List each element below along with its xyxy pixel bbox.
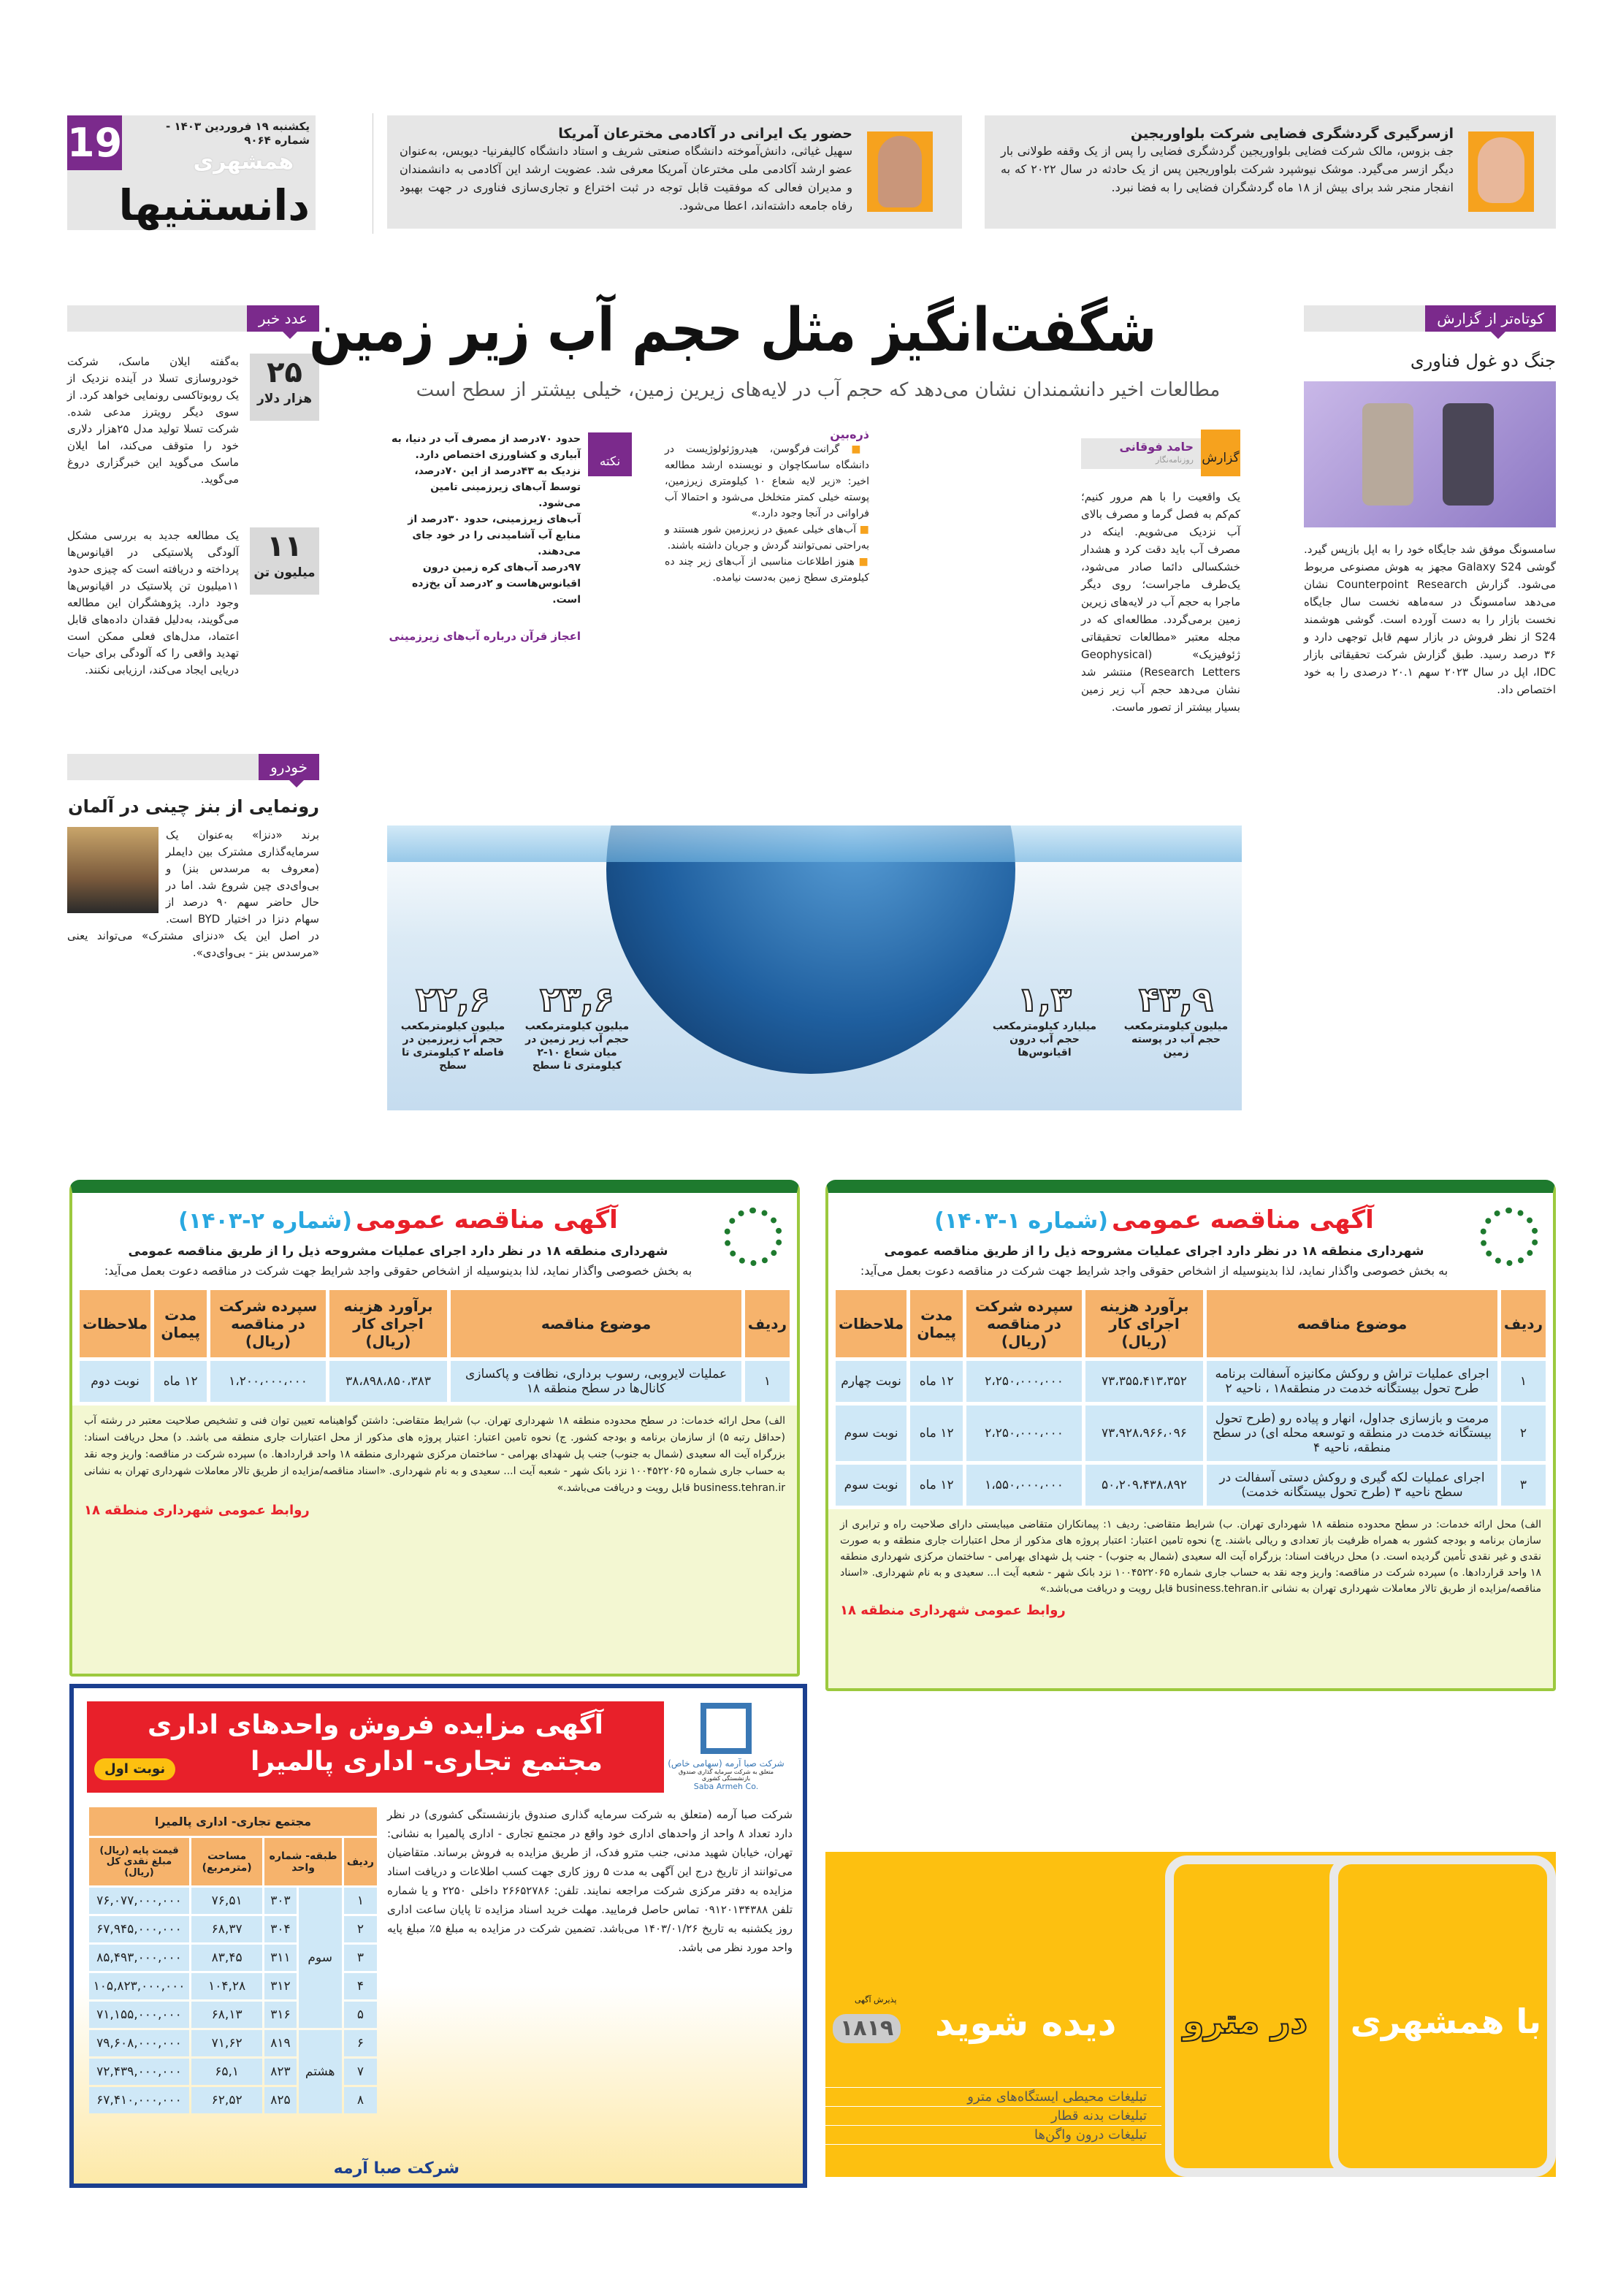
saba-logo: شرکت صبا آرمه (سهامی خاص) متعلق به شرکت سرمایه گذاری صندوق بازنشستگی کشوری Saba Armeh Co. (664, 1703, 788, 1791)
note-tag: نکته (588, 432, 632, 476)
news-body: سهیل غیاثی، دانش‌آموخته دانشگاه صنعتی شریف و استاد دانشگاه کالیفرنیا- دیویس، به‌عنوان عضو ارشد آکادمی ملی مخترعان آمریکا معرفی شد. عضویت ارشد این آکادمی به دانشمندان و مدیران فعالی که موفقیت قابل توجه در ثبت اختراع و تجاری‌سازی فناوری در جهت بهبود رفاه جامعه داشته‌اند، اعطا می‌شود. (400, 144, 852, 213)
reception-label: پذیرش آگهی (855, 1995, 897, 2005)
table-row: ۱ عملیات لایروبی، رسوب برداری، نظافت و پاکسازی کانال‌ها در سطح منطقه ۱۸ ۳۸،۸۹۸،۸۵۰،۳۸۳ ۱،۲۰۰،۰۰۰،۰۰۰ ۱۲ ماه نوبت دوم (80, 1361, 790, 1402)
globe-infographic (387, 825, 1242, 1110)
table-row: ۳ ۳۱۱ ۸۳,۴۵ ۸۵,۴۹۳,۰۰۰,۰۰۰ (89, 1945, 377, 1971)
quran-title: اعجاز قرآن درباره آب‌های زیرزمینی (389, 630, 581, 643)
car-title: رونمایی از بنز چینی در آلمان (68, 796, 319, 817)
table-row: ۴ ۳۱۲ ۱۰۴,۲۸ ۱۰۵,۸۲۳,۰۰۰,۰۰۰ (89, 1973, 377, 1999)
globe-icon (606, 825, 1015, 1074)
number-box: ۱۱ میلیون تن (250, 527, 319, 595)
tender-footer: روابط عمومی شهرداری منطقه ۱۸ (84, 1503, 310, 1518)
car-photo (67, 827, 159, 913)
tender-number: (شماره ۲-۱۴۰۳) (178, 1208, 352, 1234)
top-news-2 (387, 115, 962, 229)
metro-seen: دیده شوید (935, 2002, 1117, 2044)
phones-photo (1304, 381, 1556, 527)
tender-conditions: الف) محل ارائه خدمات: در سطح محدوده منطقه ۱۸ شهرداری تهران. ب) شرایط متقاضی: ردیف ۱: پیمانکاران متقاضی میبایستی دارای صلاحیت راه و ترابری از سازمان برنامه و بودجه کشور به همراه ظرفیت باز تعدادی و ریالی باشند. ج) نحوه تامین اعتبار: اعتبار پروژه های مذکور از محل اعتبارات جاری منطقه و به صورت نقدی و غیر نقدی تأمین گردیده است. د) محل دریافت اسناد: بزرگراه آیت اله سعیدی (شمال به جنوب) - جنب پل شهدای بهرامی - ساختمان مرکزی شهرداری منطقه ۱۸ واحد قراردادها. ه) سپرده شرکت در مناقصه: واریز وجه نقد به حساب جاری شماره ۱۰۰۴۵۲۲۰۶۵ نزد بانک شهر - شعبه آیت ا... سعیدی و به نام شهرداری. «اسناد مناقصه/مزایده از طریق تالار معاملات شهرداری تهران به نشانی business.tehran.ir قابل رویت و دریافت می‌باشد.» (840, 1519, 1542, 1595)
tender-number: (شماره ۱-۱۴۰۳) (934, 1208, 1108, 1234)
article-body: یک واقعیت را با هم مرور کنیم؛ کم‌کم به فصل گرما و مصرف بالای آب نزدیک می‌شویم. اینکه در مصرف آب باید دقت کرد و هشدار خشکسالی دائما صادر می‌شود، یک‌طرف ماجراست؛ روی دیگر ماجرا به حجم آب در لایه‌های زیرین زمین برمی‌گردد. مطالعه‌ای که در مجله معتبر «مطالعات تحقیقاتی ژئوفیزیک» (Geophysical Research Letters) منتشر شد نشان می‌دهد حجم آب زیر زمین بسیار بیشتر از تصور ماست. (1081, 490, 1240, 714)
stat: ۴۳,۹ میلیون کیلومترمکعب حجم آب در پوسته زمین (1123, 980, 1229, 1059)
author-role: روزنامه‌نگار (1156, 455, 1194, 465)
auction-table: مجتمع تجاری- اداری پالمیرا ردیف طبقه- شماره واحد مساحت (مترمربع) قیمت پایه (ریال) مبلغ نقدی کل (ریال) ۱ سوم ۳۰۳ ۷۶,۵۱ ۷۶,۰۷۷,۰۰۰,۰۰۰ ۲ ۳۰۴ ۶۸,۳۷ ۶۷,۹۴۵,۰۰۰,۰۰۰ ۳ ۳۱۱ ۸۳,۴۵ ۸۵,۴۹۳,۰۰۰,۰۰۰ ۴ ۳۱۲ ۱۰۴,۲۸ ۱۰۵,۸۲۳,۰۰۰,۰۰۰ ۵ ۳۱۶ ۶۸,۱۳ ۷۱,۱۵۵,۰۰۰,۰۰۰ ۶ هشتم ۸۱۹ ۷۱,۶۲ ۷۹,۶۰۸,۰۰۰,۰۰۰ ۷ ۸۲۳ ۶۵,۱ ۷۲,۴۳۹,۰۰۰,۰۰۰ ۸ ۸۲۵ ۶۲,۵۲ ۶۷,۴۱۰,۰۰۰,۰۰۰ (87, 1805, 379, 2116)
author-box (1081, 438, 1240, 469)
tender-title: آگهی مناقصه عمومی (356, 1205, 618, 1235)
note-box (387, 431, 581, 643)
number-box: ۲۵ هزار دلار (250, 354, 319, 421)
subtitle: مطالعات اخیر دانشمندان نشان می‌دهد که حجم آب در لایه‌های زیرین زمین، خیلی بیشتر از سطح است (416, 379, 1221, 401)
tehran-municipality-logo (724, 1208, 782, 1266)
table-row: ۷ ۸۲۳ ۶۵,۱ ۷۲,۴۳۹,۰۰۰,۰۰۰ (89, 2059, 377, 2085)
headline: شگفت‌انگیز مثل حجم آب زیر زمین (309, 296, 1157, 365)
stat: ۲۳,۶ میلیون کیلومترمکعب حجم آب زیر زمین در میان شعاع ۱۰-۲ کیلومتری تا سطح (524, 980, 630, 1072)
auction-body: شرکت صبا آرمه (متعلق به شرکت سرمایه گذاری صندوق بازنشستگی کشوری) در نظر دارد تعداد ۸ واحد از واحدهای اداری خود واقع در مجتمع تجاری - اداری پالمیرا به نشانی: تهران، خیابان شهید مدنی، جنب مترو فدک، از طریق مزایده به فروش برساند. متقاضیان می‌توانند از تاریخ درج این آگهی به مدت ۵ روز کاری جهت کسب اطلاعات و دریافت اسناد مزایده به دفتر مرکزی شرکت مراجعه نمایند. تلفن: ۲۶۶۵۲۷۸۶ داخلی ۲۲۵۰ و یا شماره تلفن ۰۹۱۲۰۱۳۴۳۸۸ تماس حاصل فرمایید. مهلت خرید اسناد مزایده تا پایان ساعت اداری روز یکشنبه به تاریخ ۱۴۰۳/۰۱/۲۶ می‌باشد. تضمین شرکت در مزایده به مبلغ ۵٪ مبلغ پایه واحد مورد نظر می باشد. (387, 1808, 793, 1954)
column-body: سامسونگ موفق شد جایگاه خود را به اپل بازپس گیرد. گوشی Galaxy S24 مجهز به هوش مصنوعی مربوط می‌شود. گزارش Counterpoint Research نشان می‌دهد سامسونگ در سه‌ماهه نخست سال جایگاه نخست بازار را به دست آورده است. گوشی هوشمند S24 از نظر فروش در بازار سهم قابل توجهی دارد و ۳۶ درصد رسید. طبق گزارش شرکت تحقیقاتی بازار IDC، اپل در سال ۲۰۲۳ سهم ۲۰.۱ درصدی را به خود اختصاص داد. (1304, 543, 1557, 696)
tender-intro: به بخش خصوصی واگذار نماید، لذا بدینوسیله از اشخاص حقوقی واجد شرایط جهت شرکت در مناقصه دعوت بعمل می‌آید: (104, 1264, 692, 1278)
table-row: ۶ هشتم ۸۱۹ ۷۱,۶۲ ۷۹,۶۰۸,۰۰۰,۰۰۰ (89, 2030, 377, 2056)
tender-intro: به بخش خصوصی واگذار نماید، لذا بدینوسیله از اشخاص حقوقی واجد شرایط جهت شرکت در مناقصه دعوت بعمل می‌آید: (860, 1264, 1448, 1278)
auction-ad (69, 1684, 807, 2188)
kicker: گزارش (1201, 430, 1240, 476)
table-row: ۵ ۳۱۶ ۶۸,۱۳ ۷۱,۱۵۵,۰۰۰,۰۰۰ (89, 2002, 377, 2028)
table-row: ۸ ۸۲۵ ۶۲,۵۲ ۶۷,۴۱۰,۰۰۰,۰۰۰ (89, 2087, 377, 2113)
author-name: حامد فوقانی (1119, 440, 1194, 454)
tender-intro: شهرداری منطقه ۱۸ در نظر دارد اجرای عملیات مشروحه ذیل را از طریق مناقصه عمومی (884, 1244, 1424, 1259)
metro-brand: با همشهری (1350, 2002, 1541, 2041)
news-body: جف بزوس، مالک شرکت فضایی بلواوریجین گردشگری فضایی را پس از یک وقفه طولانی بار دیگر ازسر می‌گیرد. موشک نیوشپرد شرکت بلواوریجین پس از یک حادثه در سال ۲۰۲۲ که به انفجار منجر شد برای بیش از ۱۸ ماه گردشگران فضایی را به فضا نبرد. (1001, 144, 1454, 194)
stat: ۱,۳ میلیارد کیلومترمکعب حجم آب درون اقیانوس‌ها (992, 980, 1097, 1059)
date-issue: یکشنبه ۱۹ فروردین ۱۴۰۳ - شماره ۹۰۶۴ (166, 120, 310, 147)
metro-item: تبلیغات درون واگن‌ها (825, 2125, 1161, 2145)
table-row: ۱ اجرای عملیات تراش و روکش مکانیزه آسفالت برنامه طرح تحول بیستگانه خدمت در منطقه۱۸ ، ناحیه ۲ ۷۳،۳۵۵،۴۱۳،۳۵۲ ۲،۲۵۰،۰۰۰،۰۰۰ ۱۲ ماه نوبت چهارم (836, 1361, 1546, 1402)
left-column (67, 305, 319, 1124)
table-row: ۳ اجرای عملیات لکه گیری و روکش دستی آسفالت در سطح ناحیه ۳ (طرح تحول بیستگانه خدمت) ۵۰،۲۰۹،۴۳۸،۸۹۲ ۱،۵۵۰،۰۰۰،۰۰۰ ۱۲ ماه نوبت سوم (836, 1465, 1546, 1506)
table-row: ۲ مرمت و بازسازی جداول، انهار و پیاده رو (طرح تحول بیستگانه خدمت در منطقه و توسعه محله ای) در سطح منطقه، ناحیه ۴ ۷۳،۹۲۸،۹۶۶،۰۹۶ ۲،۲۵۰،۰۰۰،۰۰۰ ۱۲ ماه نوبت سوم (836, 1406, 1546, 1461)
number-body: به‌گفته ایلان ماسک، شرکت خودروسازی تسلا در آینده نزدیک از یک روبوتاکسی رونمایی خواهد کرد. از سوی دیگر رویترز مدعی شده. شرکت تسلا تولید مدل ۲۵هزار دلاری خود را متوقف می‌کند، اما ایلان ماسک می‌گوید این خبرگزاری دروغ می‌گوید. (67, 355, 239, 486)
badge: نوبت اول (94, 1758, 175, 1780)
ghiasi-photo (867, 131, 933, 212)
masthead (67, 115, 316, 230)
number-body: یک مطالعه جدید به بررسی مشکل آلودگی پلاستیکی در اقیانوس‌ها پرداخته و دریافته است که چیزی حدود ۱۱میلیون تن پلاستیک در اقیانوس‌ها وجود دارد. پژوهشگران این مطالعه می‌گویند، به‌دلیل فقدان داده‌های قابل اعتماد، مدل‌های فعلی ممکن است تهدید واقعی را که آلودگی برای حیات دریایی ایجاد می‌کند، ارزیابی نکنند. (67, 529, 239, 676)
tender-table: ردیف موضوع مناقصه برآورد هزینه اجرای کار (ریال) سپرده شرکت در مناقصه (ریال) مدت پیمان ملاحظات ۱ اجرای عملیات تراش و روکش مکانیزه آسفالت برنامه طرح تحول بیستگانه خدمت در منطقه۱۸ ، ناحیه ۲ ۷۳،۳۵۵،۴۱۳،۳۵۲ ۲،۲۵۰،۰۰۰،۰۰۰ ۱۲ ماه نوبت چهارم ۲ مرمت و بازسازی جداول، انهار و پیاده رو (طرح تحول بیستگانه خدمت در منطقه و توسعه محله ای) در سطح منطقه، ناحیه ۴ ۷۳،۹۲۸،۹۶۶،۰۹۶ ۲،۲۵۰،۰۰۰،۰۰۰ ۱۲ ماه نوبت سوم ۳ اجرای عملیات لکه گیری و روکش دستی آسفالت در سطح ناحیه ۳ (طرح تحول بیستگانه خدمت) ۵۰،۲۰۹،۴۳۸،۸۹۲ ۱،۵۵۰،۰۰۰،۰۰۰ ۱۲ ماه نوبت سوم (832, 1286, 1549, 1509)
zarrebin-box: ذره‌بین ■ گرانت فرگوسن، هیدروژئولوژیست در دانشگاه ساسکاچوان و نویسنده ارشد مطالعه اخیر: «زیر لایه شعاع ۱۰ کیلومتری زیرزمین، پوسته خیلی کمتر متخلخل می‌شود و احتمالا آب فراوانی در آنجا وجود دارد.» ■ آب‌های خیلی عمیق در زیرزمین شور هستند و به‌راحتی نمی‌توانند گردش و جریان داشته باشند. ■ هنوز اطلاعات مناسبی از آب‌های زیر چند ده کیلومتری سطح زمین به‌دست نیامده. (665, 427, 869, 586)
phone-number: ۱۸۱۹ (833, 2014, 901, 2043)
box-item: ■ آب‌های خیلی عمیق در زیرزمین شور هستند و به‌راحتی نمی‌توانند گردش و جریان داشته باشند. (665, 524, 869, 552)
auction-footer: شرکت صبا آرمه (333, 2159, 459, 2178)
metro-in: در مترو (1183, 2002, 1308, 2041)
note-lines: حدود ۷۰درصد از مصرف آب در دنیا، به آبیاری و کشاورزی اختصاص دارد. نزدیک به ۴۳درصد از این ۷۰درصد، توسط آب‌های زیرزمینی تامین می‌شود. آب‌های زیرزمینی، حدود ۳۰درصد از منابع آب آشامیدنی را در خود جای می‌دهند. ۹۷درصد آب‌های کره زمین درون اقیانوس‌هاست و ۲درصد آن یخ‌زده است. (391, 433, 581, 606)
news-title: حضور یک ایرانی در آکادمی مخترعان آمریکا (558, 126, 852, 142)
tender-ad-2 (69, 1180, 800, 1677)
tender-title: آگهی مناقصه عمومی (1112, 1205, 1374, 1235)
tender-table: ردیف موضوع مناقصه برآورد هزینه اجرای کار (ریال) سپرده شرکت در مناقصه (ریال) مدت پیمان ملاحظات ۱ عملیات لایروبی، رسوب برداری، نظافت و پاکسازی کانال‌ها در سطح منطقه ۱۸ ۳۸،۸۹۸،۸۵۰،۳۸۳ ۱،۲۰۰،۰۰۰،۰۰۰ ۱۲ ماه نوبت دوم (76, 1286, 793, 1406)
box-item: ■ گرانت فرگوسن، هیدروژئولوژیست در دانشگاه ساسکاچوان و نویسنده ارشد مطالعه اخیر: «زیر لایه شعاع ۱۰ کیلومتری زیرزمین، پوسته خیلی کمتر متخلخل می‌شود و احتمالا آب فراوانی در آنجا وجود دارد.» (665, 443, 869, 519)
table-row: ۲ ۳۰۴ ۶۸,۳۷ ۶۷,۹۴۵,۰۰۰,۰۰۰ (89, 1916, 377, 1942)
water-splash (387, 825, 1242, 862)
auction-banner: آگهی مزایده فروش واحدهای اداری مجتمع تجاری- اداری پالمیرا نوبت اول (87, 1701, 664, 1793)
table-row: ۱ سوم ۳۰۳ ۷۶,۵۱ ۷۶,۰۷۷,۰۰۰,۰۰۰ (89, 1888, 377, 1914)
tender-intro: شهرداری منطقه ۱۸ در نظر دارد اجرای عملیات مشروحه ذیل را از طریق مناقصه عمومی (128, 1244, 668, 1259)
right-column (1304, 305, 1556, 1109)
paper-logo: همشهری (193, 149, 294, 175)
page-number: 19 (67, 115, 122, 170)
stat: ۲۲,۶ میلیون کیلومترمکعب حجم آب زیرزمین در فاصله ۲ کیلومتری تا سطح (400, 980, 505, 1072)
section-tag: خودرو (259, 754, 319, 780)
section-tag: کوتاه‌تر از گزارش (1425, 305, 1556, 332)
metro-item: تبلیغات بدنه قطار (825, 2106, 1161, 2125)
section-title: دانستنیها (118, 180, 310, 230)
box-item: ■ هنوز اطلاعات مناسبی از آب‌های زیر چند ده کیلومتری سطح زمین به‌دست نیامده. (665, 556, 869, 584)
section-tag: عدد خبر (247, 305, 319, 332)
tender-footer: روابط عمومی شهرداری منطقه ۱۸ (840, 1603, 1066, 1618)
top-news-1 (985, 115, 1556, 229)
column-title: جنگ دو غول فناوری (1410, 351, 1556, 371)
tender-conditions: الف) محل ارائه خدمات: در سطح محدوده منطقه ۱۸ شهرداری تهران. ب) شرایط متقاضی: داشتن گواهینامه تعیین توان فنی و تشخیص صلاحیت معتبر در رشته آب (حداقل رتبه ۵) از سازمان برنامه و بودجه کشور. ج) نحوه تامین اعتبار: اعتبار پروژه های مذکور از محل اعتبارات جاری منطقه می باشد. د) محل دریافت اسناد: بزرگراه آیت اله سعیدی (شمال به جنوب) جنب پل شهدای بهرامی - ساختمان مرکزی شهرداری منطقه ۱۸ واحد قراردادها. ه) سپرده شرکت در مناقصه: واریز وجه نقد به حساب جاری شماره ۱۰۰۴۵۲۲۰۶۵ نزد بانک شهر - شعبه آیت ا... سعیدی و به نام شهرداری. «اسناد مناقصه/مزایده از طریق تالار معاملات شهرداری تهران به نشانی business.tehran.ir قابل رویت و دریافت می‌باشد.» (84, 1415, 785, 1494)
metro-item: تبلیغات محیطی ایستگاه‌های مترو (825, 2087, 1161, 2106)
car-body: برند «دنزا» به‌عنوان یک سرمایه‌گذاری مشترک بین دایملر (معروف به مرسدس بنز) و بی‌وای‌دی چین شروع شد. اما در حال حاضر سهم ۹۰ درصد از سهام دنزا در اختیار BYD است. در اصل این یک «دنزای مشترک» می‌تواند یعنی «مرسدس بنز - بی‌وای‌دی». (67, 828, 320, 959)
metro-ad (825, 1852, 1556, 2177)
tehran-municipality-logo (1480, 1208, 1538, 1266)
bezos-photo (1468, 131, 1534, 212)
news-title: ازسرگیری گردشگری فضایی شرکت بلواوریجین (1130, 126, 1454, 142)
tender-ad-1 (825, 1180, 1556, 1691)
